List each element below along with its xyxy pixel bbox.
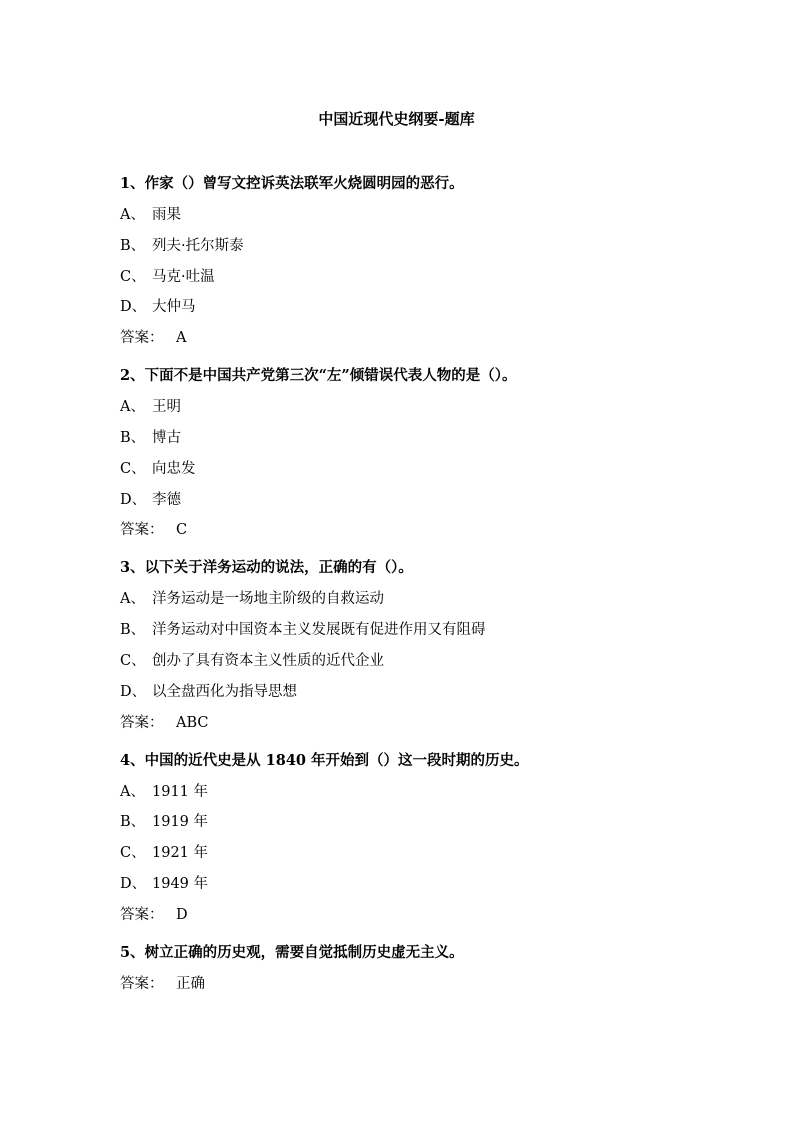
option-letter: A、 [120,591,145,608]
option-text: 洋务运动对中国资本主义发展既有促进作用又有阻碍 [152,622,486,639]
option-text: 洋务运动是一场地主阶级的自救运动 [152,591,384,608]
option-d [120,296,740,318]
option-letter: D、 [120,299,147,316]
option-c [120,650,740,672]
question-title: 3、以下关于洋务运动的说法，正确的有（）。 [120,559,413,577]
option-d [120,681,740,703]
option-d [120,489,740,511]
answer-label: 答案： [120,906,164,923]
option-d [120,873,740,895]
option-letter: D、 [120,875,147,892]
option-text: 大仲马 [152,299,196,316]
option-letter: A、 [120,207,145,223]
answer-value: D [176,906,188,923]
answer-label: 答案： [120,714,164,731]
question-title: 5、树立正确的历史观，需要自觉抵制历史虚无主义。 [120,943,464,961]
option-text: 1919 年 [152,814,209,831]
option-letter: D、 [120,491,147,508]
option-letter: B、 [120,622,146,639]
option-letter: B、 [120,814,146,831]
question-3 [120,557,740,733]
option-text: 创办了具有资本主义性质的近代企业 [152,652,384,669]
option-letter: C、 [120,268,146,285]
answer-label: 答案： [120,330,164,347]
question-4 [120,750,740,926]
answer-value: ABC [176,714,209,731]
option-a [120,204,740,226]
option-letter: B、 [120,429,146,446]
option-text: 列夫·托尔斯泰 [152,237,244,254]
option-b [120,811,740,833]
option-c [120,266,740,288]
question-title: 2、下面不是中国共产党第三次“左”倾错误代表人物的是（）。 [120,367,517,385]
question-list [120,173,740,1011]
option-b [120,235,740,257]
question-title: 1、作家（）曾写文控诉英法联军火烧圆明园的恶行。 [120,175,464,192]
option-a [120,396,740,418]
option-letter: B、 [120,237,146,254]
option-letter: C、 [120,652,146,669]
answer-line [120,904,740,926]
answer-line [120,712,740,734]
option-letter: A、 [120,783,145,800]
option-text: 李德 [152,491,181,508]
answer-value: 正确 [176,975,205,992]
answer-line [120,973,740,995]
answer-label: 答案： [120,522,164,539]
answer-value: C [176,522,188,539]
answer-line [120,519,740,541]
option-b [120,427,740,449]
option-c [120,842,740,864]
option-text: 马克·吐温 [152,268,215,285]
option-a [120,781,740,803]
question-2 [120,365,740,541]
option-text: 雨果 [152,207,181,223]
option-text: 1911 年 [152,783,209,800]
option-letter: D、 [120,683,147,700]
option-text: 王明 [152,399,181,416]
option-text: 向忠发 [152,460,196,477]
answer-line [120,327,740,349]
document-title: 中国近现代史纲要-题库 [318,110,475,128]
question-5 [120,942,740,995]
question-title: 4、中国的近代史是从 1840 年开始到（）这一段时期的历史。 [120,751,529,769]
option-text: 博古 [152,429,181,446]
option-text: 1949 年 [152,875,209,892]
option-text: 1921 年 [152,845,209,862]
option-letter: C、 [120,845,146,862]
question-1 [120,173,740,349]
option-text: 以全盘西化为指导思想 [152,683,297,700]
option-b [120,619,740,641]
option-c [120,458,740,480]
answer-value: A [176,330,187,347]
option-a [120,588,740,610]
option-letter: A、 [120,399,145,416]
option-letter: C、 [120,460,146,477]
answer-label: 答案： [120,975,164,992]
